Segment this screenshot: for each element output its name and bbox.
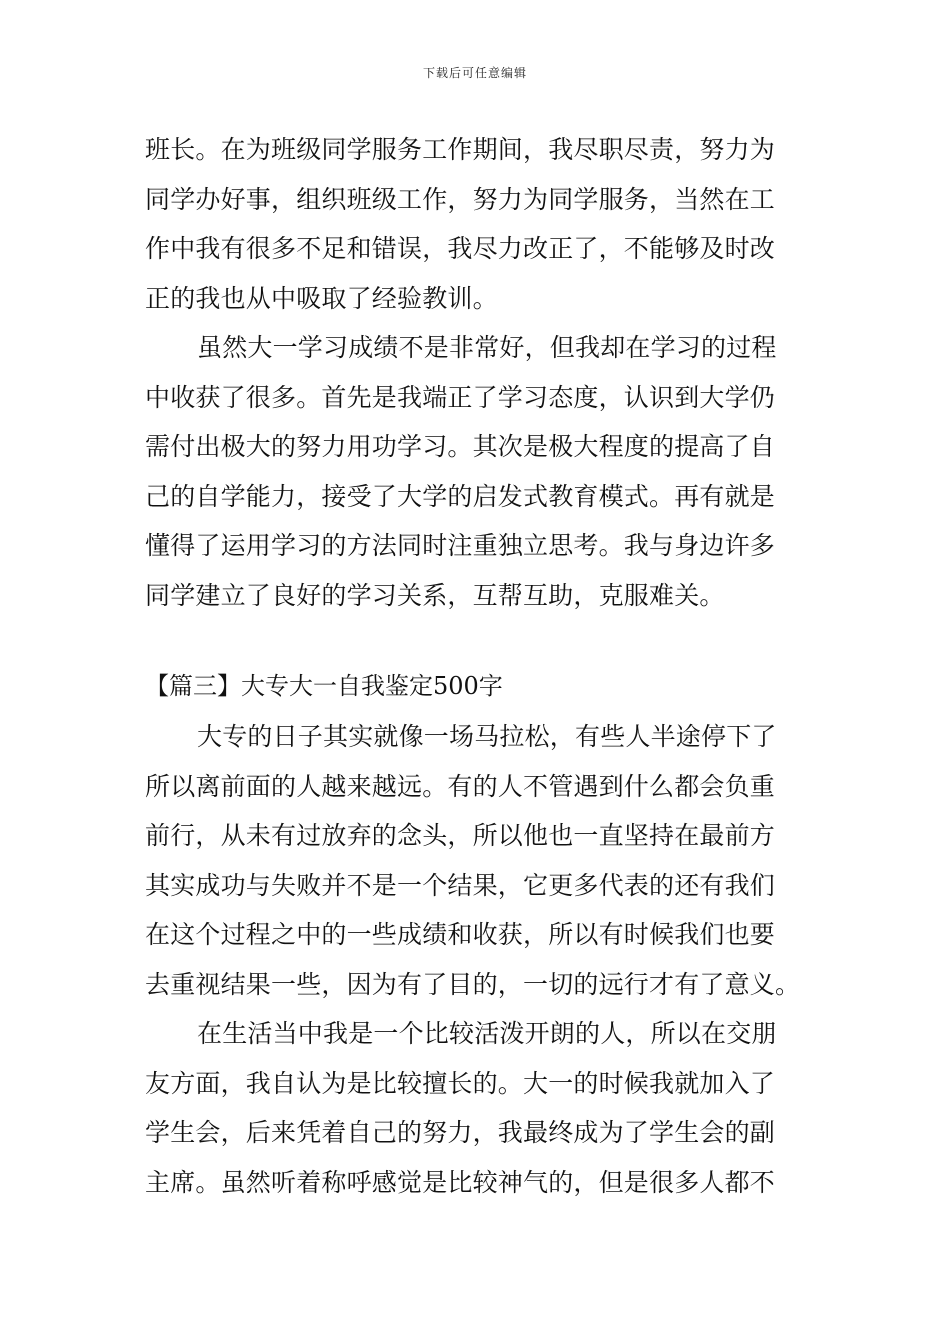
text-line: 在生活当中我是一个比较活泼开朗的人，所以在交朋	[197, 1019, 777, 1048]
text-line: 主席。虽然听着称呼感觉是比较神气的，但是很多人都不	[145, 1167, 776, 1197]
paragraph-4	[145, 1009, 807, 1207]
text-line: 班长。在为班级同学服务工作期间，我尽职尽责，努力为	[145, 135, 776, 164]
text-line: 作中我有很多不足和错误，我尽力改正了，不能够及时改	[145, 234, 776, 263]
text-line: 友方面，我自认为是比较擅长的。大一的时候我就加入了	[145, 1068, 776, 1098]
text-line: 大专的日子其实就像一场马拉松，有些人半途停下了	[197, 722, 777, 751]
text-line: 同学办好事，组织班级工作，努力为同学服务，当然在工	[145, 184, 776, 214]
text-line: 正的我也从中吸取了经验教训。	[145, 283, 498, 313]
text-line: 懂得了运用学习的方法同时注重独立思考。我与身边许多	[145, 531, 776, 560]
text-line: 在这个过程之中的一些成绩和收获，所以有时候我们也要	[145, 920, 776, 949]
paragraph-1	[145, 125, 807, 323]
text-line: 学生会，后来凭着自己的努力，我最终成为了学生会的副	[145, 1118, 776, 1147]
document-body	[145, 125, 807, 1207]
section-heading: 【篇三】大专大一自我鉴定500字	[145, 672, 503, 700]
text-line: 前行，从未有过放弃的念头，所以他也一直坚持在最前方	[145, 821, 776, 850]
text-line: 所以离前面的人越来越远。有的人不管遇到什么都会负重	[145, 771, 776, 801]
text-line: 其实成功与失败并不是一个结果，它更多代表的还有我们	[145, 870, 776, 900]
text-line: 己的自学能力，接受了大学的启发式教育模式。再有就是	[145, 481, 776, 511]
page-header: 下载后可任意编辑	[422, 66, 527, 80]
text-line: 中收获了很多。首先是我端正了学习态度，认识到大学仍	[145, 382, 776, 412]
text-line: 需付出极大的努力用功学习。其次是极大程度的提高了自	[145, 432, 776, 461]
text-line: 去重视结果一些，因为有了目的，一切的远行才有了意义。	[145, 969, 801, 999]
paragraph-2	[145, 323, 807, 620]
text-line: 虽然大一学习成绩不是非常好，但我却在学习的过程	[197, 333, 777, 362]
section-gap	[145, 620, 807, 660]
paragraph-3	[145, 712, 807, 1009]
text-line: 同学建立了良好的学习关系，互帮互助，克服难关。	[145, 580, 725, 610]
